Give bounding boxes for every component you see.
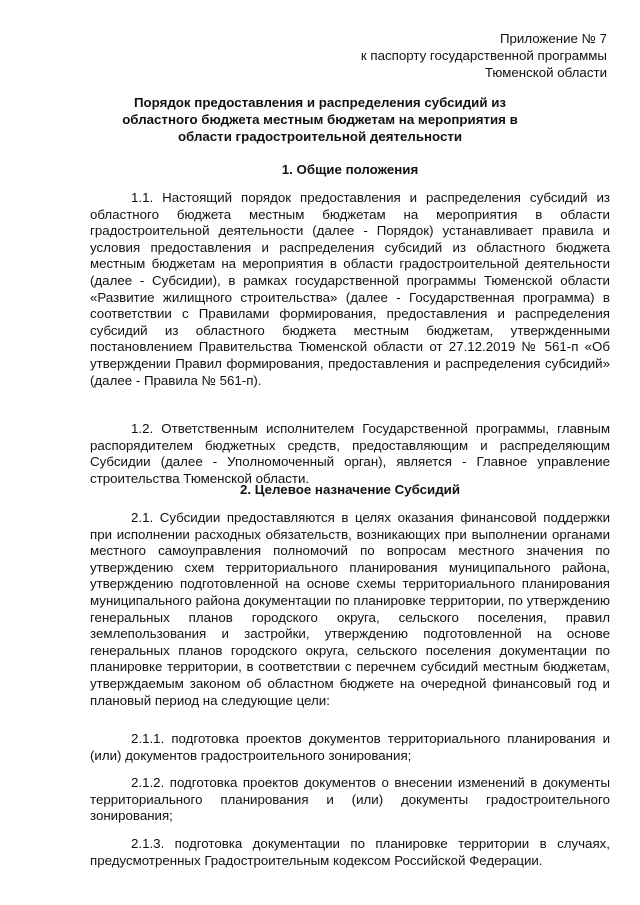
paragraph-1-2: 1.2. Ответственным исполнителем Государственной программы, главным распорядителем бюджетных средств, предоставляющим и распределяющим Субсидии (далее - Уполномоченный орган), является - Главное управление строительства Тюменской области. [90, 421, 610, 486]
appendix-header [361, 30, 607, 81]
appendix-number: Приложение № 7 [499, 31, 607, 46]
paragraph-2-1-1: 2.1.1. подготовка проектов документов территориального планирования и (или) документов градостроительного зонирования; [90, 731, 610, 763]
section-1-heading: 1. Общие положения [281, 162, 419, 177]
appendix-region: Тюменской области [484, 65, 607, 80]
appendix-reference: к паспорту государственной программы [360, 48, 607, 63]
section-2-heading: 2. Целевое назначение Субсидий [239, 482, 461, 497]
paragraph-2-1-2: 2.1.2. подготовка проектов документов о внесении изменений в документы территориального планирования и (или) документы градостроительного зонирования; [90, 775, 610, 824]
document-title: Порядок предоставления и распределения субсидий из областного бюджета местным бюджетам на мероприятия в области градостроительной деятельности [122, 95, 518, 144]
paragraph-1-1: 1.1. Настоящий порядок предоставления и распределения субсидий из областного бюджета местным бюджетам на мероприятия в области градостроительной деятельности (далее - Порядок) устанавливает правила и условия предоставления и распределения субсидий из областного бюджета местным бюджетам на мероприятия в области градостроительной деятельности (далее - Субсидии), в рамках государственной программы Тюменской области «Развитие жилищного строительства» (далее - Государственная программа) в соответствии с Правилами формирования, предоставления и распределения субсидий из областного бюджета местным бюджетам, утвержденными постановлением Правительства Тюменской области от 27.12.2019 № 561-п «Об утверждении Правил формирования, предоставления и распределения субсидий» (далее - Правила № 561-п). [90, 190, 610, 388]
paragraph-2-1-3: 2.1.3. подготовка документации по планировке территории в случаях, предусмотренных Градостроительным кодексом Российской Федерации. [90, 836, 610, 868]
paragraph-2-1: 2.1. Субсидии предоставляются в целях оказания финансовой поддержки при исполнении расходных обязательств, возникающих при выполнении органами местного самоуправления полномочий по вопросам местного значения по утверждению схем территориального планирования муниципального района, утверждению подготовленной на основе схемы территориального планирования муниципального района документации по планировке территории, по утверждению генеральных планов городского округа, сельского поселения, правил землепользования и застройки, утверждению подготовленной на основе генеральных планов городского округа, сельского поселения документации по планировке территории, в соответствии с перечнем субсидий местным бюджетам, утверждаемым законом об областном бюджете на очередной финансовый год и плановый период на следующие цели: [90, 510, 610, 708]
